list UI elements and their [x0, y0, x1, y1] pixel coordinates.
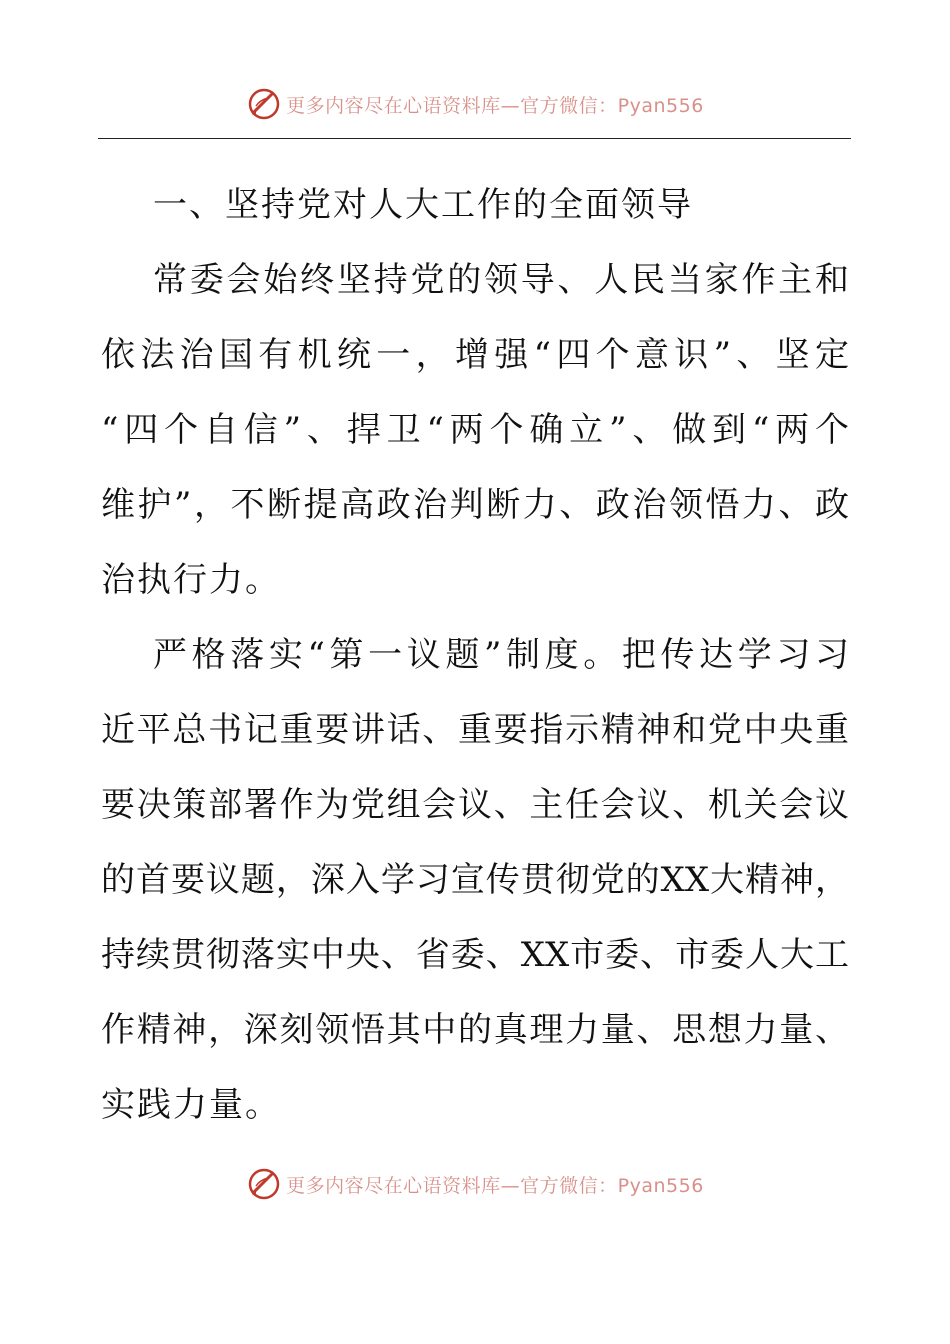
- footer-watermark: [0, 1162, 950, 1206]
- header-watermark-text: 更多内容尽在心语资料库—官方微信：Pyan556: [286, 94, 704, 117]
- paragraph-1: [101, 243, 849, 618]
- header-watermark: [0, 82, 950, 126]
- header-divider: [98, 138, 851, 139]
- paragraph-line: 作精神，深刻领悟其中的真理力量、思想力量、: [101, 1010, 849, 1050]
- paragraph-line: 近平总书记重要讲话、重要指示精神和党中央重: [101, 710, 849, 750]
- paragraph-line: 依法治国有机统一，增强“四个意识”、坚定: [101, 335, 849, 375]
- pen-circle-logo-icon: [246, 86, 282, 122]
- paragraph-line: “四个自信”、捍卫“两个确立”、做到“两个: [101, 410, 849, 450]
- paragraph-line: 要决策部署作为党组会议、主任会议、机关会议: [101, 785, 849, 825]
- paragraph-2: [101, 618, 849, 1143]
- paragraph-line: 常委会始终坚持党的领导、人民当家作主和: [153, 260, 849, 300]
- paragraph-line: 严格落实“第一议题”制度。把传达学习习: [153, 635, 849, 675]
- paragraph-line: 持续贯彻落实中央、省委、XX市委、市委人大工: [101, 935, 849, 975]
- document-body: [101, 168, 849, 1143]
- section-heading: 一、坚持党对人大工作的全面领导: [153, 185, 693, 225]
- paragraph-line: 实践力量。: [101, 1085, 281, 1125]
- footer-watermark-text: 更多内容尽在心语资料库—官方微信：Pyan556: [286, 1174, 704, 1197]
- pen-circle-logo-icon: [246, 1166, 282, 1202]
- paragraph-line: 治执行力。: [101, 560, 281, 600]
- paragraph-line: 维护”，不断提高政治判断力、政治领悟力、政: [101, 485, 849, 525]
- paragraph-line: 的首要议题，深入学习宣传贯彻党的XX大精神，: [101, 860, 849, 900]
